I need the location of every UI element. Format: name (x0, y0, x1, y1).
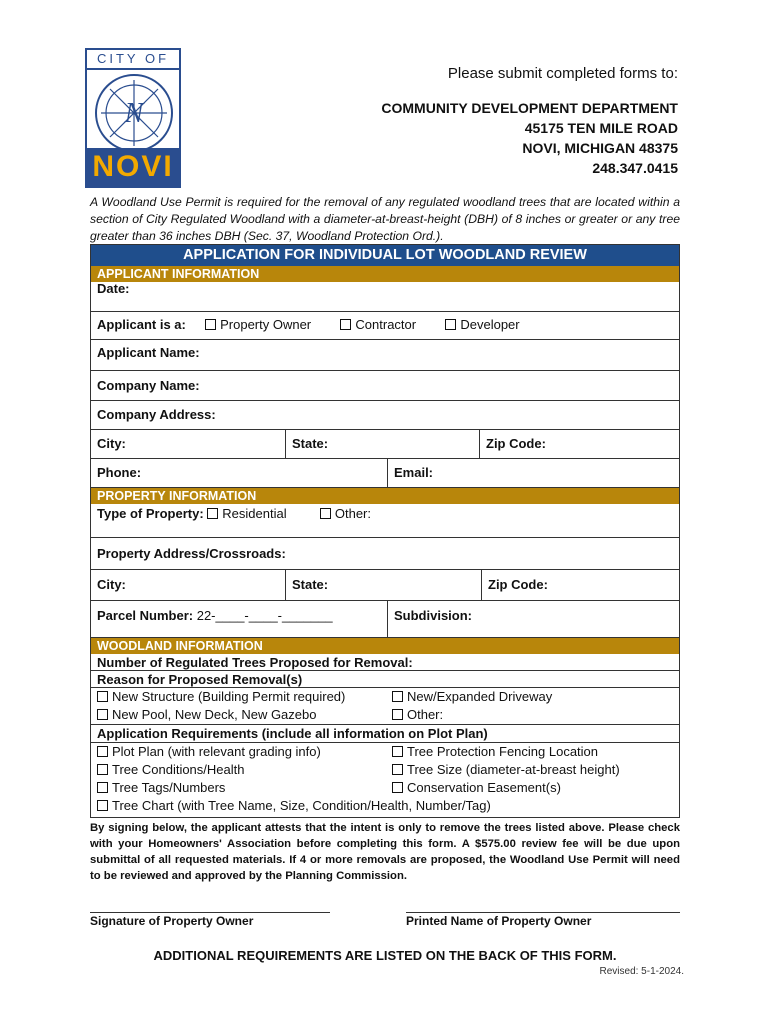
plot-plan-checkbox[interactable] (97, 746, 108, 757)
property-city-field[interactable] (91, 570, 285, 600)
other-option-label: Other: (334, 506, 371, 521)
city-label: City: (97, 436, 126, 451)
date-row[interactable] (91, 282, 679, 312)
tree-chart-checkbox[interactable] (97, 800, 108, 811)
woodland-section-header: WOODLAND INFORMATION (91, 638, 679, 654)
tree-tags-checkbox[interactable] (97, 782, 108, 793)
easement-label: Conservation Easement(s) (407, 780, 561, 795)
applicant-type-label: Applicant is a: (97, 317, 186, 332)
company-city-row (91, 430, 679, 459)
printed-name-label: Printed Name of Property Owner (406, 914, 592, 928)
tree-chart-label: Tree Chart (with Tree Name, Size, Condition/Health, Number/Tag) (112, 798, 491, 813)
property-zip-field[interactable] (481, 570, 679, 600)
reason-heading: Reason for Proposed Removal(s) (97, 672, 303, 687)
owner-option-label: Property Owner (220, 317, 312, 332)
city-state-zip: NOVI, MICHIGAN 48375 (522, 140, 678, 156)
reason-options (91, 688, 679, 725)
company-address-label: Company Address: (97, 407, 216, 422)
num-trees-label: Number of Regulated Trees Proposed for Removal: (97, 655, 413, 670)
email-field[interactable] (387, 459, 679, 487)
street-address: 45175 TEN MILE ROAD (524, 120, 678, 136)
submit-instruction: Please submit completed forms to: (447, 65, 678, 82)
contractor-option-label: Contractor (355, 317, 417, 332)
property-city-label: City: (97, 577, 126, 592)
fencing-label: Tree Protection Fencing Location (407, 744, 599, 759)
printed-name-line[interactable] (406, 912, 680, 913)
logo-bottom-text: NOVI (87, 148, 179, 186)
residential-option-label: Residential (222, 506, 287, 521)
applicant-section-header: APPLICANT INFORMATION (91, 266, 679, 282)
parcel-number-value: 22-____-____-_______ (196, 608, 333, 623)
num-trees-row[interactable] (91, 654, 679, 671)
easement-checkbox[interactable] (392, 782, 403, 793)
city-logo (85, 48, 181, 188)
phone-label: Phone: (97, 465, 142, 480)
tree-size-checkbox[interactable] (392, 764, 403, 775)
parcel-row (91, 601, 679, 638)
property-state-field[interactable] (285, 570, 481, 600)
fencing-checkbox[interactable] (392, 746, 403, 757)
subdivision-field[interactable] (387, 601, 679, 637)
contractor-checkbox[interactable] (340, 319, 351, 330)
company-name-row[interactable] (91, 371, 679, 401)
footer-notice: ADDITIONAL REQUIREMENTS ARE LISTED ON THE BACK OF THIS FORM. (153, 948, 617, 963)
property-zip-label: Zip Code: (488, 577, 548, 592)
owner-checkbox[interactable] (205, 319, 216, 330)
reason-other-checkbox[interactable] (392, 709, 403, 720)
zip-field[interactable] (479, 430, 679, 458)
property-type-row (91, 504, 679, 538)
applicant-name-label: Applicant Name: (97, 345, 200, 360)
parcel-number-label: Parcel Number: (97, 608, 194, 623)
signature-label: Signature of Property Owner (90, 914, 254, 928)
form-title: APPLICATION FOR INDIVIDUAL LOT WOODLAND REVIEW (91, 245, 679, 266)
state-label: State: (292, 436, 329, 451)
tree-conditions-checkbox[interactable] (97, 764, 108, 775)
reason-heading-row (91, 671, 679, 688)
revised-date: Revised: 5-1-2024. (599, 966, 684, 977)
property-section-header: PROPERTY INFORMATION (91, 488, 679, 504)
contact-row (91, 459, 679, 488)
driveway-label: New/Expanded Driveway (407, 689, 553, 704)
property-state-label: State: (292, 577, 329, 592)
requirements-heading-row (91, 725, 679, 743)
pool-deck-label: New Pool, New Deck, New Gazebo (112, 707, 317, 722)
submission-address (381, 64, 678, 178)
company-address-row[interactable] (91, 401, 679, 430)
department-name: COMMUNITY DEVELOPMENT DEPARTMENT (381, 100, 678, 116)
signature-line[interactable] (90, 912, 330, 913)
tree-tags-label: Tree Tags/Numbers (112, 780, 226, 795)
new-structure-checkbox[interactable] (97, 691, 108, 702)
company-name-label: Company Name: (97, 378, 200, 393)
subdivision-label: Subdivision: (394, 608, 472, 623)
pool-deck-checkbox[interactable] (97, 709, 108, 720)
zip-label: Zip Code: (486, 436, 546, 451)
plot-plan-label: Plot Plan (with relevant grading info) (112, 744, 321, 759)
property-address-label: Property Address/Crossroads: (97, 546, 286, 561)
logo-top-text: CITY OF (87, 50, 179, 70)
developer-option-label: Developer (460, 317, 520, 332)
reason-other-label: Other: (407, 707, 444, 722)
intro-paragraph: A Woodland Use Permit is required for the removal of any regulated woodland trees that are located within a section of City Regulated Woodland with a diameter-at-breast-height (DBH) of 8 inches or greater or any tree greater than 36 inches DBH (Sec. 37, Woodland Protection Ord.). (90, 195, 680, 243)
application-form (90, 244, 680, 818)
residential-checkbox[interactable] (207, 508, 218, 519)
state-field[interactable] (285, 430, 479, 458)
city-field[interactable] (91, 430, 285, 458)
logo-emblem-icon (95, 74, 173, 152)
phone-field[interactable] (91, 459, 387, 487)
requirements-options (91, 743, 679, 817)
applicant-name-row[interactable] (91, 340, 679, 371)
new-structure-label: New Structure (Building Permit required) (112, 689, 346, 704)
property-city-row (91, 570, 679, 601)
tree-size-label: Tree Size (diameter-at-breast height) (407, 762, 620, 777)
email-label: Email: (394, 465, 434, 480)
attestation-paragraph: By signing below, the applicant attests that the intent is only to remove the trees listed above. Please check with your Homeowners' Association before completing this form. A $575.00 review fee will be due upon submittal of all requested materials. If 4 or more removals are proposed, the Woodland Use Permit will need to be reviewed and approved by the Planning Commission. (90, 822, 680, 882)
phone-number: 248.347.0415 (592, 160, 678, 176)
parcel-number-field[interactable] (91, 601, 387, 637)
developer-checkbox[interactable] (445, 319, 456, 330)
property-address-row[interactable] (91, 538, 679, 570)
driveway-checkbox[interactable] (392, 691, 403, 702)
requirements-heading: Application Requirements (include all information on Plot Plan) (97, 726, 488, 741)
other-checkbox[interactable] (320, 508, 331, 519)
date-label: Date: (97, 281, 130, 296)
applicant-type-row (91, 312, 679, 340)
tree-conditions-label: Tree Conditions/Health (112, 762, 245, 777)
svg-text:N: N (124, 98, 144, 129)
property-type-label: Type of Property: (97, 506, 204, 521)
